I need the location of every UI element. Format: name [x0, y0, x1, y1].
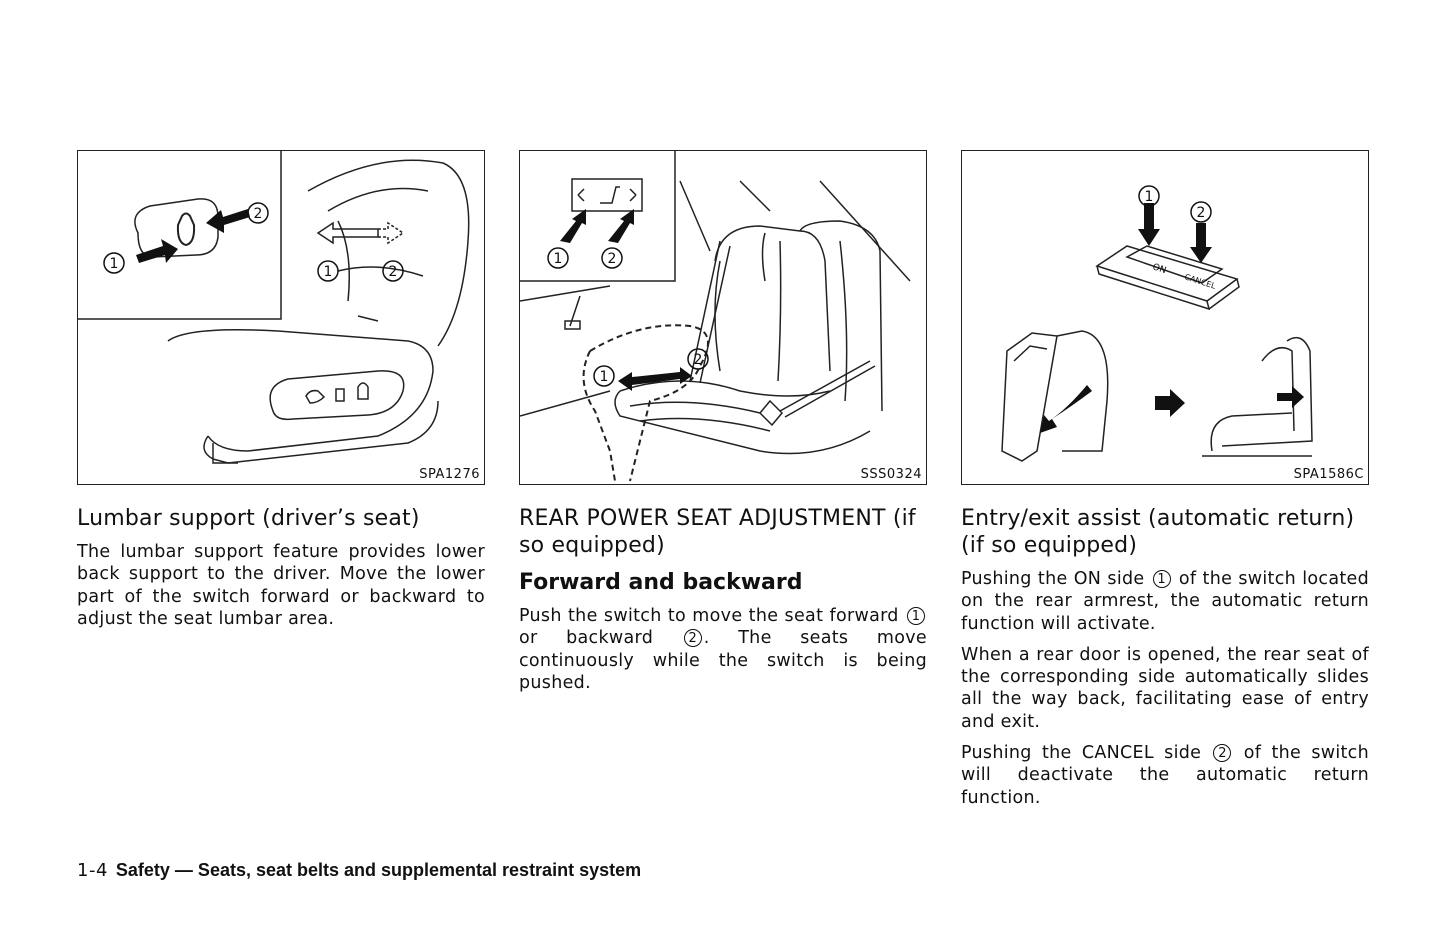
column-rear-power-seat — [519, 150, 927, 694]
subsection-heading: Forward and backward — [519, 570, 803, 595]
callout-1: 1 — [1144, 189, 1154, 205]
figure-code: SPA1276 — [419, 467, 480, 482]
callout-2: 2 — [388, 264, 398, 280]
section-heading: Entry/exit assist (automatic return) (if so equipped) — [961, 506, 1355, 558]
callout-1: 1 — [1153, 570, 1171, 588]
callout-2: 2 — [1213, 744, 1231, 762]
lumbar-seat-illustration — [78, 151, 484, 484]
cancel-label: CANCEL — [1183, 272, 1217, 291]
page-footer — [77, 860, 641, 881]
paragraph: The lumbar support feature provides lower back support to the driver. Move the lower part of the switch forward or backward to adjust the seat lumbar area. — [77, 542, 485, 629]
callout-2: 2 — [684, 629, 702, 647]
section-heading: REAR POWER SEAT ADJUSTMENT (if so equipped) — [519, 506, 916, 558]
callout-1: 1 — [553, 251, 563, 267]
column-lumbar-support — [77, 150, 485, 630]
paragraph: Pushing the CANCEL side 2 of the switch will deactivate the automatic return function. — [961, 743, 1369, 808]
callout-2: 2 — [607, 251, 617, 267]
figure-rear-seat — [519, 150, 927, 485]
callout-2: 2 — [1196, 205, 1206, 221]
callout-1: 1 — [599, 369, 609, 385]
entry-exit-illustration — [962, 151, 1368, 484]
figure-entry-exit — [961, 150, 1369, 485]
callout-1: 1 — [109, 256, 119, 272]
paragraph: Pushing the ON side 1 of the switch located on the rear armrest, the automatic return function will activate. — [961, 569, 1369, 634]
section-heading: Lumbar support (driver’s seat) — [77, 506, 420, 531]
figure-code: SSS0324 — [860, 467, 922, 482]
callout-1: 1 — [907, 607, 925, 625]
figure-code: SPA1586C — [1293, 467, 1364, 482]
page-number: 1-4 — [77, 860, 108, 881]
on-label: ON — [1151, 262, 1168, 277]
callout-1: 1 — [323, 264, 333, 280]
chapter-title: Safety — Seats, seat belts and supplemental restraint system — [115, 860, 642, 880]
column-entry-exit-assist — [961, 150, 1369, 809]
paragraph: Push the switch to move the seat forward 1 or backward 2 . The seats move continuously while the switch is being pushed. — [519, 606, 927, 693]
callout-2: 2 — [253, 206, 263, 222]
rear-seat-illustration — [520, 151, 926, 484]
figure-lumbar-switch — [77, 150, 485, 485]
paragraph: When a rear door is opened, the rear seat of the corresponding side automatically slides all the way back, facilitating ease of entry and exit. — [961, 644, 1369, 732]
callout-2: 2 — [693, 352, 703, 368]
